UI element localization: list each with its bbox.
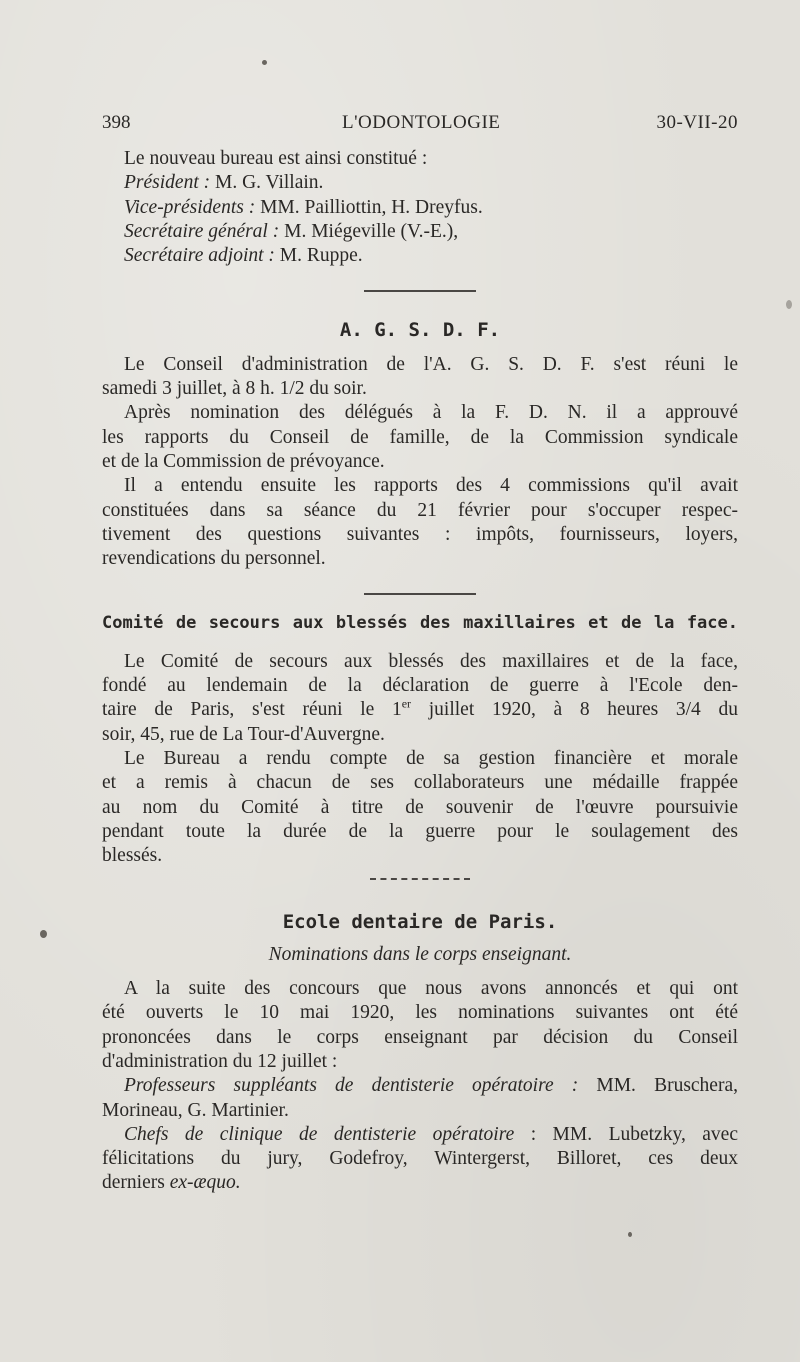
paper-speck <box>786 300 792 309</box>
prof-label: Professeurs suppléants de dentisterie opératoire : <box>124 1075 579 1097</box>
agsdf-heading: A. G. S. D. F. <box>339 319 501 342</box>
ecole-line-1: A la suite des concours que nous avons annoncés et qui ont <box>124 978 738 1000</box>
comite-heading: Comité de secours aux blessés des maxillaires et de la face. <box>102 613 738 634</box>
comite-line-1: Le Comité de secours aux blessés des maxillaires et de la face, <box>124 650 738 672</box>
sg-label: Secrétaire général : <box>124 220 280 242</box>
chefs-label: Chefs de clinique de dentisterie opératoire <box>124 1123 515 1145</box>
sa-label: Secrétaire adjoint : <box>124 245 275 267</box>
paper-speck <box>628 1232 632 1237</box>
ecole-line-3: prononcées dans le corps enseignant par décision du Conseil <box>102 1026 738 1048</box>
paper-speck <box>262 60 267 65</box>
ecole-prof-line-2: Morineau, G. Martinier. <box>102 1099 289 1121</box>
comite-line-8: pendant toute la durée de la guerre pour le soulagement des <box>102 820 738 842</box>
agsdf-line-3: Après nomination des délégués à la F. D. N. il a approuvé <box>124 402 738 424</box>
ecole-chefs-line-3 <box>102 1171 738 1195</box>
agsdf-line-2: samedi 3 juillet, à 8 h. 1/2 du soir. <box>102 378 367 400</box>
paper-speck <box>40 930 47 938</box>
ecole-chefs-line <box>102 1123 738 1147</box>
agsdf-line-1: Le Conseil d'administration de l'A. G. S. D. F. s'est réuni le <box>124 353 738 375</box>
agsdf-line-6: Il a entendu ensuite les rapports des 4 commissions qu'il avait <box>124 475 738 497</box>
agsdf-line-7: constituées dans sa séance du 21 février pour s'occuper respec- <box>102 499 738 521</box>
chefs-line-3b: ex-æquo. <box>169 1172 241 1194</box>
comite-line-2: fondé au lendemain de la déclaration de guerre à l'Ecole den- <box>102 675 738 697</box>
bureau-president <box>102 171 738 195</box>
agsdf-line-5: et de la Commission de prévoyance. <box>102 450 385 472</box>
ecole-line-4: d'administration du 12 juillet : <box>102 1050 338 1072</box>
chefs-line-3a: derniers <box>102 1172 170 1194</box>
ecole-subheading: Nominations dans le corps enseignant. <box>268 943 572 965</box>
comite-line-4: soir, 45, rue de La Tour-d'Auvergne. <box>102 723 385 745</box>
chefs-value: : MM. Lubetzky, avec <box>514 1123 738 1145</box>
bureau-intro: Le nouveau bureau est ainsi constitué : <box>124 148 428 169</box>
ecole-prof-line <box>102 1074 738 1098</box>
ecole-chefs-line-2: félicitations du jury, Godefroy, Wintergerst, Billoret, ces deux <box>102 1148 738 1170</box>
journal-title: L'ODONTOLOGIE <box>342 112 501 133</box>
sg-value: M. Miégeville (V.-E.), <box>279 220 459 242</box>
vp-label: Vice-présidents : <box>124 196 256 218</box>
prof-value: MM. Bruschera, <box>578 1075 738 1097</box>
comite-line-9: blessés. <box>102 845 163 867</box>
sa-value: M. Ruppe. <box>274 245 363 267</box>
issue-date: 30-VII-20 <box>656 112 738 133</box>
running-header <box>102 112 738 140</box>
ecole-line-2: été ouverts le 10 mai 1920, les nominations suivantes ont été <box>102 1002 738 1024</box>
page-body <box>102 147 738 1196</box>
agsdf-line-8: tivement des questions suivantes : impôts, fournisseurs, loyers, <box>102 523 738 545</box>
ordinal-sup: er <box>401 696 412 711</box>
comite-line-3 <box>102 698 738 722</box>
comite-line-6: et a remis à chacun de ses collaborateurs une médaille frappée <box>102 772 738 794</box>
bureau-secretary-general <box>102 220 738 244</box>
bureau-vice-presidents <box>102 196 738 220</box>
comite-line-5: Le Bureau a rendu compte de sa gestion financière et morale <box>124 747 738 769</box>
agsdf-line-4: les rapports du Conseil de famille, de la Commission syndicale <box>102 426 738 448</box>
comite-line-7: au nom du Comité à titre de souvenir de l'œuvre poursuivie <box>102 796 738 818</box>
page-number: 398 <box>102 112 131 133</box>
ecole-heading: Ecole dentaire de Paris. <box>282 911 558 934</box>
vp-value: MM. Pailliottin, H. Dreyfus. <box>255 196 483 218</box>
agsdf-line-9: revendications du personnel. <box>102 548 326 570</box>
president-label: Président : <box>124 172 211 194</box>
comite-line-3a: taire de Paris, s'est réuni le 1 <box>102 699 402 721</box>
bureau-secretary-adjoint <box>102 244 738 268</box>
president-value: M. G. Villain. <box>210 172 324 194</box>
comite-line-3b: juillet 1920, à 8 heures 3/4 du <box>411 699 738 721</box>
